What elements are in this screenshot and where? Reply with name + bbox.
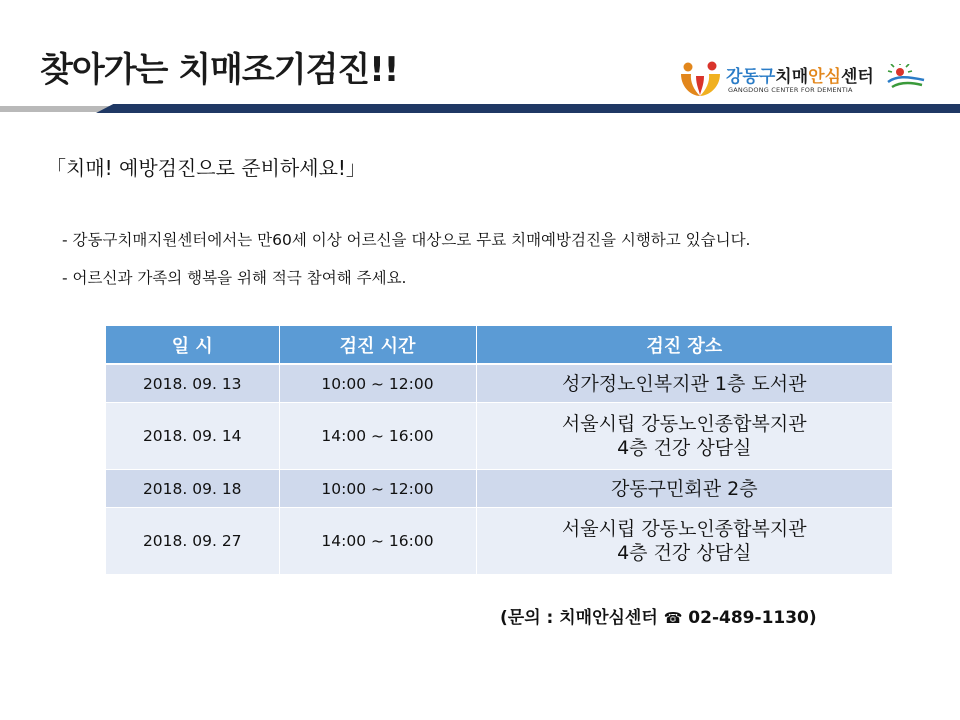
cell-place: 강동구민회관 2층 xyxy=(476,470,892,508)
gangdong-emblem-icon xyxy=(886,64,926,94)
header-divider xyxy=(0,104,960,116)
cell-time: 14:00 ~ 16:00 xyxy=(279,508,476,575)
cell-time: 14:00 ~ 16:00 xyxy=(279,403,476,470)
column-header-time: 검진 시간 xyxy=(279,326,476,364)
logo-figures-icon xyxy=(678,60,724,100)
telephone-icon: ☎ xyxy=(663,609,683,627)
page-title: 찾아가는 치매조기검진!! xyxy=(40,50,399,90)
center-logo xyxy=(678,58,928,102)
logo-english-name: GANGDONG CENTER FOR DEMENTIA xyxy=(728,86,853,94)
table-row xyxy=(106,508,892,575)
table-header-row xyxy=(106,326,892,364)
table-row xyxy=(106,403,892,470)
cell-date: 2018. 09. 27 xyxy=(106,508,279,575)
contact-info: (문의 : 치매안심센터 ☎ 02-489-1130) xyxy=(500,608,817,628)
column-header-date: 일 시 xyxy=(106,326,279,364)
cell-date: 2018. 09. 14 xyxy=(106,403,279,470)
cell-date: 2018. 09. 18 xyxy=(106,470,279,508)
table-row xyxy=(106,364,892,403)
schedule-table xyxy=(106,326,892,575)
subtitle: 「치매! 예방검진으로 준비하세요!」 xyxy=(46,156,366,180)
column-header-place: 검진 장소 xyxy=(476,326,892,364)
cell-time: 10:00 ~ 12:00 xyxy=(279,364,476,403)
cell-date: 2018. 09. 13 xyxy=(106,364,279,403)
cell-place: 서울시립 강동노인종합복지관 4층 건강 상담실 xyxy=(476,403,892,470)
table-row xyxy=(106,470,892,508)
cell-place: 서울시립 강동노인종합복지관 4층 건강 상담실 xyxy=(476,508,892,575)
logo-name: 강동구치매안심센터 xyxy=(726,67,874,87)
bullet-line: - 어르신과 가족의 행복을 위해 적극 참여해 주세요. xyxy=(62,269,407,287)
cell-time: 10:00 ~ 12:00 xyxy=(279,470,476,508)
bullet-line: - 강동구치매지원센터에서는 만60세 이상 어르신을 대상으로 무료 치매예방검진을 시행하고 있습니다. xyxy=(62,231,751,249)
cell-place: 성가정노인복지관 1층 도서관 xyxy=(476,364,892,403)
